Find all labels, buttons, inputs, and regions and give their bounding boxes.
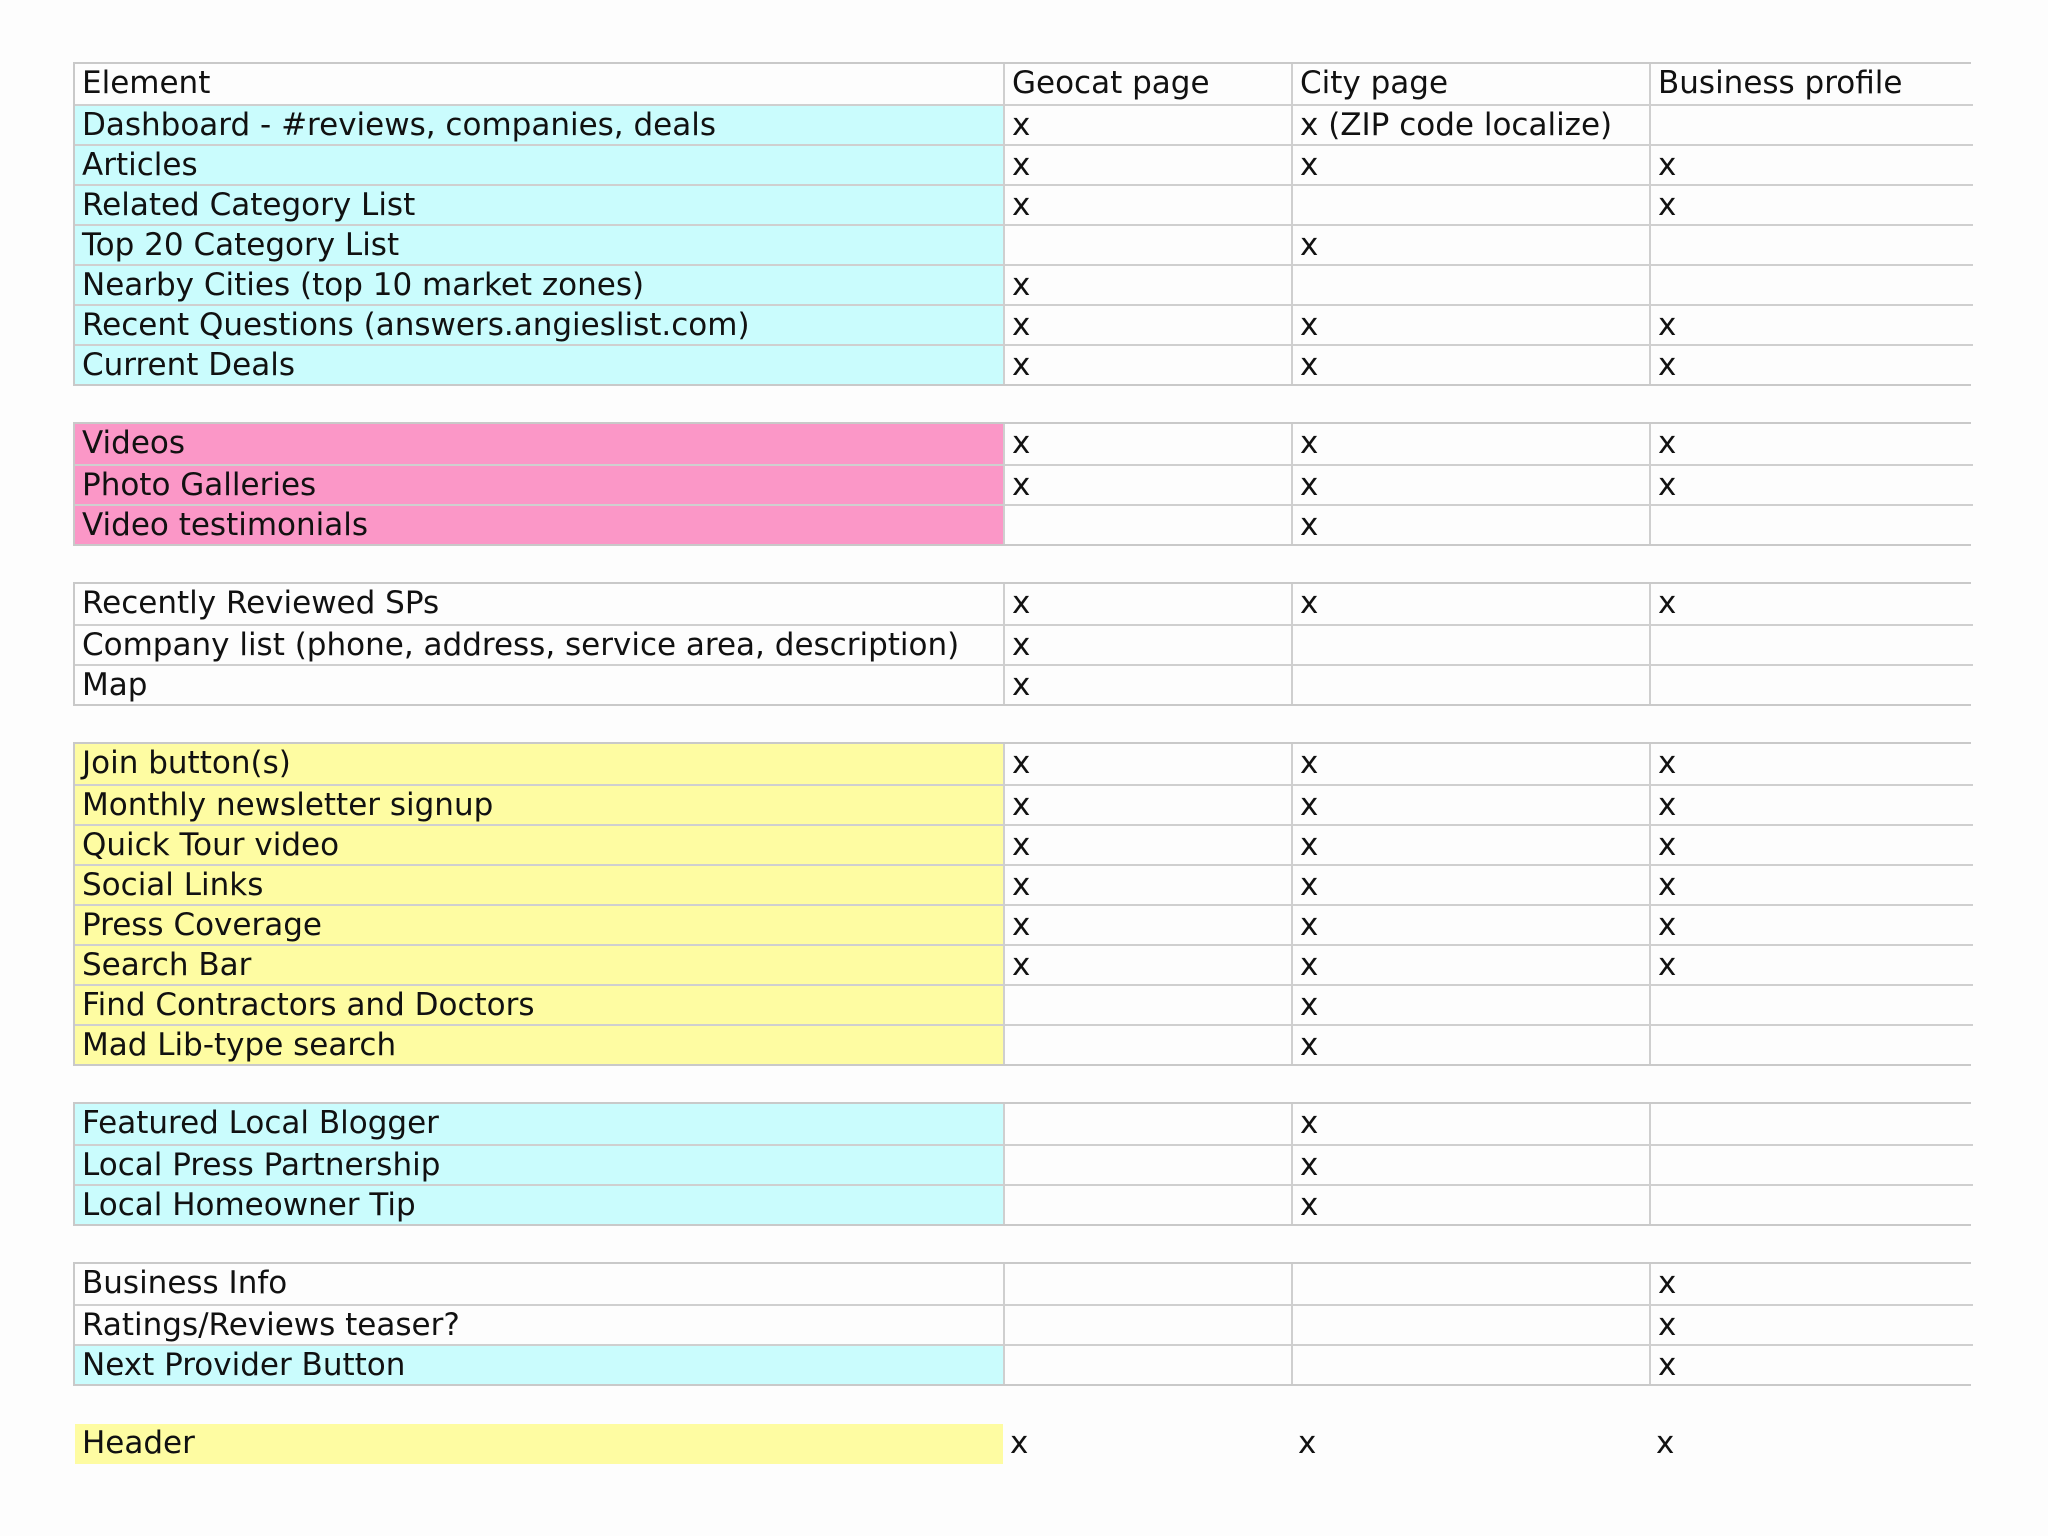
column-header-element: Element — [75, 64, 1003, 104]
element-cell: Related Category List — [75, 184, 1003, 224]
city-page-cell: x — [1291, 944, 1649, 984]
group-spacer — [73, 1386, 1971, 1422]
business-profile-cell — [1649, 504, 1973, 544]
city-page-cell — [1291, 184, 1649, 224]
business-profile-cell: x — [1649, 344, 1973, 384]
city-page-cell — [1291, 664, 1649, 704]
city-page-cell — [1291, 624, 1649, 664]
table-row — [75, 1024, 1969, 1064]
business-profile-cell — [1649, 1184, 1973, 1224]
city-page-cell: x — [1291, 984, 1649, 1024]
table-row — [75, 104, 1969, 144]
business-profile-cell — [1649, 624, 1973, 664]
geocat-page-cell: x — [1003, 864, 1291, 904]
city-page-cell: x — [1291, 1184, 1649, 1224]
city-page-cell: x — [1291, 504, 1649, 544]
city-page-cell — [1291, 1344, 1649, 1384]
header-row — [75, 64, 1969, 104]
geocat-page-cell: x — [1003, 784, 1291, 824]
city-page-cell: x — [1291, 424, 1649, 464]
element-cell: Articles — [75, 144, 1003, 184]
table-row — [75, 1184, 1969, 1224]
element-cell: Photo Galleries — [75, 464, 1003, 504]
business-profile-cell — [1649, 664, 1973, 704]
element-cell: Next Provider Button — [75, 1344, 1003, 1384]
row-group-6 — [73, 1262, 1971, 1386]
geocat-page-cell: x — [1003, 584, 1291, 624]
geocat-page-cell — [1003, 1024, 1291, 1064]
group-spacer — [73, 706, 1971, 742]
business-profile-cell: x — [1649, 144, 1973, 184]
row-group-4 — [73, 742, 1971, 1066]
element-cell: Find Contractors and Doctors — [75, 984, 1003, 1024]
city-page-cell: x — [1291, 744, 1649, 784]
business-profile-cell: x — [1649, 904, 1973, 944]
geocat-page-cell: x — [1003, 664, 1291, 704]
geocat-page-cell — [1003, 1304, 1291, 1344]
business-profile-cell: x — [1649, 184, 1973, 224]
element-cell: Video testimonials — [75, 504, 1003, 544]
business-profile-cell: x — [1649, 304, 1973, 344]
table-row — [75, 824, 1969, 864]
geocat-page-cell — [1003, 1144, 1291, 1184]
city-page-cell: x — [1291, 304, 1649, 344]
city-page-cell: x — [1291, 1104, 1649, 1144]
table-row — [75, 944, 1969, 984]
geocat-page-cell: x — [1003, 104, 1291, 144]
row-group-2 — [73, 422, 1971, 546]
city-page-cell: x — [1291, 144, 1649, 184]
geocat-page-cell — [1003, 1264, 1291, 1304]
geocat-page-cell — [1003, 984, 1291, 1024]
element-cell: Videos — [75, 424, 1003, 464]
element-cell: Local Press Partnership — [75, 1144, 1003, 1184]
element-cell: Business Info — [75, 1264, 1003, 1304]
business-profile-cell: x — [1649, 744, 1973, 784]
business-profile-cell: x — [1649, 1344, 1973, 1384]
element-cell: Map — [75, 664, 1003, 704]
table-row — [75, 664, 1969, 704]
element-cell: Search Bar — [75, 944, 1003, 984]
element-cell: Header — [75, 1424, 1003, 1464]
element-cell: Mad Lib-type search — [75, 1024, 1003, 1064]
city-page-cell — [1291, 264, 1649, 304]
city-page-cell: x — [1298, 1425, 1317, 1461]
business-profile-cell: x — [1649, 1304, 1973, 1344]
table-row — [75, 304, 1969, 344]
business-profile-cell — [1649, 1104, 1973, 1144]
geocat-page-cell: x — [1003, 824, 1291, 864]
table-row — [75, 1144, 1969, 1184]
element-cell: Top 20 Category List — [75, 224, 1003, 264]
city-page-cell: x — [1291, 344, 1649, 384]
element-cell: Ratings/Reviews teaser? — [75, 1304, 1003, 1344]
business-profile-cell: x — [1649, 864, 1973, 904]
element-cell: Recent Questions (answers.angieslist.com) — [75, 304, 1003, 344]
business-profile-cell: x — [1649, 1264, 1973, 1304]
business-profile-cell — [1649, 104, 1973, 144]
table-row — [75, 344, 1969, 384]
business-profile-cell: x — [1649, 784, 1973, 824]
element-cell: Join button(s) — [75, 744, 1003, 784]
geocat-page-cell — [1003, 1104, 1291, 1144]
element-cell: Dashboard - #reviews, companies, deals — [75, 104, 1003, 144]
business-profile-cell — [1649, 1024, 1973, 1064]
element-cell: Current Deals — [75, 344, 1003, 384]
table-row — [75, 1104, 1969, 1144]
city-page-cell: x — [1291, 904, 1649, 944]
element-cell: Social Links — [75, 864, 1003, 904]
table-row — [75, 1424, 1969, 1464]
business-profile-cell — [1649, 224, 1973, 264]
geocat-page-cell — [1003, 1344, 1291, 1384]
row-group-7 — [73, 1422, 1971, 1466]
geocat-page-cell: x — [1003, 424, 1291, 464]
business-profile-cell — [1649, 984, 1973, 1024]
business-profile-cell: x — [1649, 464, 1973, 504]
row-group-5 — [73, 1102, 1971, 1226]
table-row — [75, 584, 1969, 624]
table-row — [75, 904, 1969, 944]
table-row — [75, 424, 1969, 464]
geocat-page-cell: x — [1003, 744, 1291, 784]
business-profile-cell: x — [1656, 1425, 1675, 1461]
element-cell: Nearby Cities (top 10 market zones) — [75, 264, 1003, 304]
group-spacer — [73, 1066, 1971, 1102]
geocat-page-cell: x — [1003, 464, 1291, 504]
column-header-business-profile: Business profile — [1649, 64, 1973, 104]
table-row — [75, 464, 1969, 504]
business-profile-cell — [1649, 1144, 1973, 1184]
geocat-page-cell: x — [1010, 1425, 1029, 1461]
element-cell: Quick Tour video — [75, 824, 1003, 864]
geocat-page-cell — [1003, 1184, 1291, 1224]
geocat-page-cell: x — [1003, 264, 1291, 304]
city-page-cell: x — [1291, 464, 1649, 504]
table-row — [75, 624, 1969, 664]
business-profile-cell — [1649, 264, 1973, 304]
column-header-geocat-page: Geocat page — [1003, 64, 1291, 104]
geocat-page-cell: x — [1003, 144, 1291, 184]
table-row — [75, 744, 1969, 784]
row-group-1 — [73, 62, 1971, 386]
table-row — [75, 264, 1969, 304]
geocat-page-cell: x — [1003, 304, 1291, 344]
geocat-page-cell — [1003, 224, 1291, 264]
table-row — [75, 984, 1969, 1024]
business-profile-cell: x — [1649, 424, 1973, 464]
city-page-cell: x — [1291, 1144, 1649, 1184]
table-row — [75, 864, 1969, 904]
business-profile-cell: x — [1649, 584, 1973, 624]
group-spacer — [73, 1226, 1971, 1262]
column-header-city-page: City page — [1291, 64, 1649, 104]
element-cell: Recently Reviewed SPs — [75, 584, 1003, 624]
city-page-cell: x — [1291, 1024, 1649, 1064]
table-row — [75, 1304, 1969, 1344]
city-page-cell — [1291, 1264, 1649, 1304]
city-page-cell: x (ZIP code localize) — [1291, 104, 1649, 144]
business-profile-cell: x — [1649, 824, 1973, 864]
element-cell: Company list (phone, address, service area, description) — [75, 624, 1003, 664]
city-page-cell: x — [1291, 864, 1649, 904]
table-row — [75, 184, 1969, 224]
element-cell: Featured Local Blogger — [75, 1104, 1003, 1144]
geocat-page-cell: x — [1003, 944, 1291, 984]
table-row — [75, 1264, 1969, 1304]
business-profile-cell: x — [1649, 944, 1973, 984]
element-cell: Monthly newsletter signup — [75, 784, 1003, 824]
spreadsheet-table — [73, 62, 1971, 1466]
city-page-cell — [1291, 1304, 1649, 1344]
group-spacer — [73, 386, 1971, 422]
element-cell: Press Coverage — [75, 904, 1003, 944]
table-row — [75, 504, 1969, 544]
city-page-cell: x — [1291, 784, 1649, 824]
table-row — [75, 1344, 1969, 1384]
geocat-page-cell: x — [1003, 904, 1291, 944]
city-page-cell: x — [1291, 824, 1649, 864]
element-cell: Local Homeowner Tip — [75, 1184, 1003, 1224]
table-row — [75, 784, 1969, 824]
geocat-page-cell: x — [1003, 344, 1291, 384]
city-page-cell: x — [1291, 584, 1649, 624]
city-page-cell: x — [1291, 224, 1649, 264]
table-row — [75, 224, 1969, 264]
geocat-page-cell — [1003, 504, 1291, 544]
group-spacer — [73, 546, 1971, 582]
geocat-page-cell: x — [1003, 184, 1291, 224]
row-group-3 — [73, 582, 1971, 706]
table-row — [75, 144, 1969, 184]
geocat-page-cell: x — [1003, 624, 1291, 664]
